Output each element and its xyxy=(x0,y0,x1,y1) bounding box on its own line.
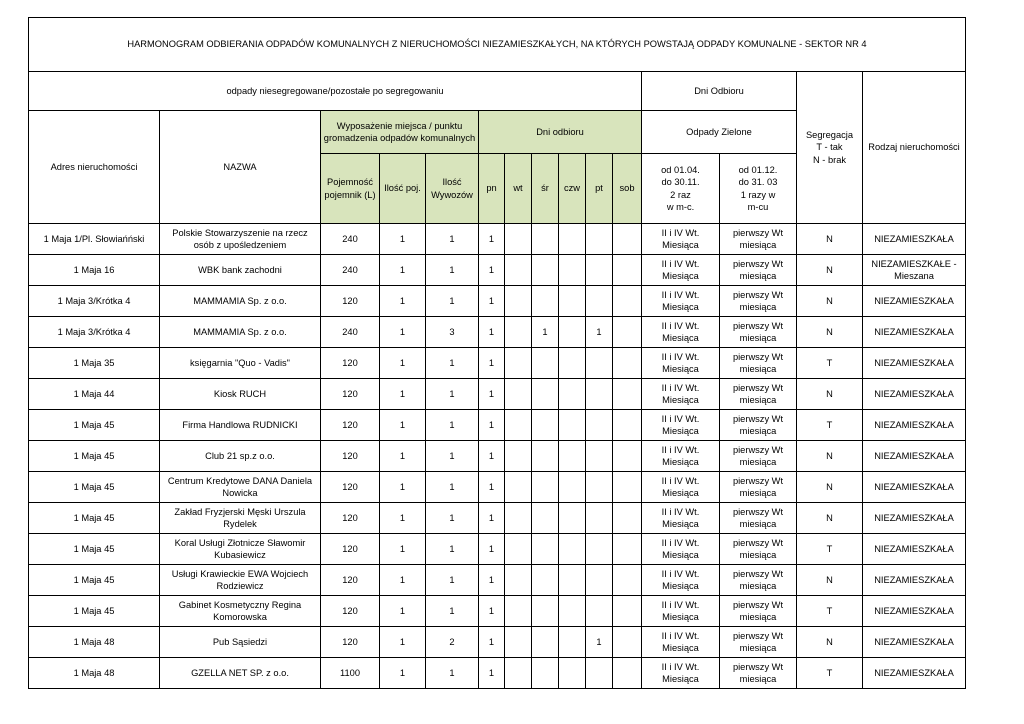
green-season-cell: II i IV Wt. Miesiąca xyxy=(642,317,720,348)
day-cell-sob xyxy=(613,627,642,658)
collection-count-cell: 3 xyxy=(426,317,479,348)
table-row xyxy=(29,472,966,503)
day-cell-pn: 1 xyxy=(479,472,505,503)
day-cell-czw xyxy=(559,534,586,565)
green-season-cell: II i IV Wt. Miesiąca xyxy=(642,565,720,596)
day-cell-sr xyxy=(532,410,559,441)
address-cell: 1 Maja 3/Krótka 4 xyxy=(29,286,160,317)
day-header-pt: pt xyxy=(586,154,613,224)
day-cell-czw xyxy=(559,596,586,627)
day-cell-czw xyxy=(559,410,586,441)
day-cell-sr xyxy=(532,503,559,534)
day-cell-wt xyxy=(505,224,532,255)
day-cell-czw xyxy=(559,472,586,503)
green-season-cell: II i IV Wt. Miesiąca xyxy=(642,379,720,410)
table-row xyxy=(29,503,966,534)
day-cell-pn: 1 xyxy=(479,503,505,534)
green-offseason-cell: pierwszy Wt miesiąca xyxy=(720,255,797,286)
name-cell: Firma Handlowa RUDNICKI xyxy=(160,410,321,441)
container-count-header: Ilość poj. xyxy=(380,154,426,224)
name-cell: Polskie Stowarzyszenie na rzecz osób z upośledzeniem xyxy=(160,224,321,255)
green-offseason-cell: pierwszy Wt miesiąca xyxy=(720,596,797,627)
address-cell: 1 Maja 45 xyxy=(29,472,160,503)
name-cell: Club 21 sp.z o.o. xyxy=(160,441,321,472)
table-row xyxy=(29,410,966,441)
container-count-cell: 1 xyxy=(380,286,426,317)
day-cell-sob xyxy=(613,503,642,534)
day-cell-pt xyxy=(586,503,613,534)
day-cell-wt xyxy=(505,441,532,472)
day-cell-pt xyxy=(586,348,613,379)
day-cell-pn: 1 xyxy=(479,224,505,255)
green-offseason-cell: pierwszy Wt miesiąca xyxy=(720,627,797,658)
green-offseason-cell: pierwszy Wt miesiąca xyxy=(720,503,797,534)
green-waste-header: Odpady Zielone xyxy=(642,111,797,154)
day-cell-pt xyxy=(586,472,613,503)
segregation-cell: N xyxy=(797,441,863,472)
day-cell-sob xyxy=(613,348,642,379)
capacity-cell: 120 xyxy=(321,441,380,472)
day-cell-czw xyxy=(559,348,586,379)
container-count-cell: 1 xyxy=(380,348,426,379)
collection-count-cell: 1 xyxy=(426,503,479,534)
day-cell-sob xyxy=(613,286,642,317)
segregation-cell: T xyxy=(797,348,863,379)
container-count-cell: 1 xyxy=(380,534,426,565)
capacity-header: Pojemność pojemnik (L) xyxy=(321,154,380,224)
segregation-cell: N xyxy=(797,255,863,286)
day-cell-pt xyxy=(586,379,613,410)
name-cell: Centrum Kredytowe DANA Daniela Nowicka xyxy=(160,472,321,503)
day-cell-sob xyxy=(613,441,642,472)
green-offseason-cell: pierwszy Wt miesiąca xyxy=(720,441,797,472)
capacity-cell: 120 xyxy=(321,410,380,441)
table-row xyxy=(29,534,966,565)
day-cell-sr xyxy=(532,596,559,627)
table-row xyxy=(29,627,966,658)
name-cell: księgarnia "Quo - Vadis" xyxy=(160,348,321,379)
table-row xyxy=(29,348,966,379)
container-count-cell: 1 xyxy=(380,596,426,627)
day-cell-sob xyxy=(613,472,642,503)
container-count-cell: 1 xyxy=(380,627,426,658)
day-cell-sob xyxy=(613,410,642,441)
name-cell: WBK bank zachodni xyxy=(160,255,321,286)
segregation-cell: N xyxy=(797,286,863,317)
day-cell-pn: 1 xyxy=(479,627,505,658)
container-count-cell: 1 xyxy=(380,658,426,689)
capacity-cell: 120 xyxy=(321,348,380,379)
day-cell-wt xyxy=(505,596,532,627)
day-cell-pt: 1 xyxy=(586,627,613,658)
name-cell: Pub Sąsiedzi xyxy=(160,627,321,658)
green-offseason-cell: pierwszy Wt miesiąca xyxy=(720,565,797,596)
green-offseason-cell: pierwszy Wt miesiąca xyxy=(720,286,797,317)
day-cell-pt xyxy=(586,286,613,317)
day-cell-pn: 1 xyxy=(479,534,505,565)
capacity-cell: 120 xyxy=(321,534,380,565)
day-cell-sob xyxy=(613,565,642,596)
collection-count-cell: 1 xyxy=(426,255,479,286)
segregation-cell: T xyxy=(797,410,863,441)
page-title: HARMONOGRAM ODBIERANIA ODPADÓW KOMUNALNYCH Z NIERUCHOMOŚCI NIEZAMIESZKAŁYCH, NA KTÓRYCH POWSTAJĄ ODPADY KOMUNALNE - SEKTOR NR 4 xyxy=(29,18,966,72)
green-season-cell: II i IV Wt. Miesiąca xyxy=(642,503,720,534)
container-count-cell: 1 xyxy=(380,503,426,534)
day-cell-pn: 1 xyxy=(479,255,505,286)
day-header-sob: sob xyxy=(613,154,642,224)
property-type-header: Rodzaj nieruchomości xyxy=(863,72,966,224)
green-season-cell: II i IV Wt. Miesiąca xyxy=(642,410,720,441)
address-cell: 1 Maja 45 xyxy=(29,503,160,534)
address-cell: 1 Maja 45 xyxy=(29,534,160,565)
schedule-table xyxy=(28,17,966,689)
day-cell-sr xyxy=(532,255,559,286)
day-cell-pn: 1 xyxy=(479,441,505,472)
day-cell-pn: 1 xyxy=(479,565,505,596)
segregation-cell: N xyxy=(797,627,863,658)
table-row xyxy=(29,596,966,627)
day-cell-pt xyxy=(586,410,613,441)
capacity-cell: 120 xyxy=(321,286,380,317)
day-cell-czw xyxy=(559,658,586,689)
table-row xyxy=(29,658,966,689)
day-cell-pt xyxy=(586,565,613,596)
table-row xyxy=(29,255,966,286)
capacity-cell: 120 xyxy=(321,503,380,534)
day-cell-sob xyxy=(613,317,642,348)
green-offseason-cell: pierwszy Wt miesiąca xyxy=(720,472,797,503)
table-row xyxy=(29,565,966,596)
green-season-cell: II i IV Wt. Miesiąca xyxy=(642,596,720,627)
property-type-cell: NIEZAMIESZKAŁA xyxy=(863,534,966,565)
name-cell: Kiosk RUCH xyxy=(160,379,321,410)
day-cell-sr xyxy=(532,627,559,658)
table-row xyxy=(29,286,966,317)
capacity-cell: 120 xyxy=(321,379,380,410)
name-cell: Zakład Fryzjerski Męski Urszula Rydelek xyxy=(160,503,321,534)
day-header-wt: wt xyxy=(505,154,532,224)
day-cell-czw xyxy=(559,379,586,410)
address-cell: 1 Maja 3/Krótka 4 xyxy=(29,317,160,348)
container-count-cell: 1 xyxy=(380,441,426,472)
property-type-cell: NIEZAMIESZKAŁA xyxy=(863,658,966,689)
day-cell-wt xyxy=(505,503,532,534)
collection-count-cell: 1 xyxy=(426,658,479,689)
property-type-cell: NIEZAMIESZKAŁA xyxy=(863,596,966,627)
property-type-cell: NIEZAMIESZKAŁA xyxy=(863,317,966,348)
collection-count-cell: 1 xyxy=(426,596,479,627)
collection-count-cell: 1 xyxy=(426,348,479,379)
collection-count-cell: 1 xyxy=(426,565,479,596)
property-type-cell: NIEZAMIESZKAŁA xyxy=(863,503,966,534)
day-cell-sr xyxy=(532,565,559,596)
green-season-cell: II i IV Wt. Miesiąca xyxy=(642,224,720,255)
day-cell-sob xyxy=(613,534,642,565)
green-season-cell: II i IV Wt. Miesiąca xyxy=(642,658,720,689)
green-offseason-cell: pierwszy Wt miesiąca xyxy=(720,348,797,379)
segregation-cell: N xyxy=(797,379,863,410)
day-cell-wt xyxy=(505,286,532,317)
pickup-days-group-header: Dni Odbioru xyxy=(642,72,797,111)
capacity-cell: 120 xyxy=(321,627,380,658)
day-cell-czw xyxy=(559,224,586,255)
segregation-header: Segregacja T - tak N - brak xyxy=(797,72,863,224)
name-cell: MAMMAMIA Sp. z o.o. xyxy=(160,286,321,317)
segregation-cell: N xyxy=(797,317,863,348)
day-cell-sr xyxy=(532,286,559,317)
day-cell-czw xyxy=(559,503,586,534)
address-cell: 1 Maja 45 xyxy=(29,596,160,627)
day-cell-sob xyxy=(613,224,642,255)
address-cell: 1 Maja 44 xyxy=(29,379,160,410)
day-cell-pt xyxy=(586,255,613,286)
collection-count-header: Ilość Wywozów xyxy=(426,154,479,224)
segregation-cell: N xyxy=(797,224,863,255)
property-type-cell: NIEZAMIESZKAŁA xyxy=(863,379,966,410)
container-count-cell: 1 xyxy=(380,565,426,596)
collection-count-cell: 1 xyxy=(426,224,479,255)
address-cell: 1 Maja 45 xyxy=(29,565,160,596)
day-cell-sr xyxy=(532,224,559,255)
day-cell-sr xyxy=(532,441,559,472)
green-season-cell: II i IV Wt. Miesiąca xyxy=(642,472,720,503)
capacity-cell: 240 xyxy=(321,224,380,255)
day-cell-czw xyxy=(559,255,586,286)
table-row xyxy=(29,317,966,348)
property-type-cell: NIEZAMIESZKAŁA xyxy=(863,224,966,255)
day-cell-czw xyxy=(559,286,586,317)
green-offseason-cell: pierwszy Wt miesiąca xyxy=(720,410,797,441)
green-season-cell: II i IV Wt. Miesiąca xyxy=(642,441,720,472)
property-type-cell: NIEZAMIESZKAŁA xyxy=(863,348,966,379)
green-offseason-cell: pierwszy Wt miesiąca xyxy=(720,317,797,348)
day-cell-pt xyxy=(586,441,613,472)
name-cell: MAMMAMIA Sp. z o.o. xyxy=(160,317,321,348)
day-cell-wt xyxy=(505,534,532,565)
capacity-cell: 120 xyxy=(321,472,380,503)
green-season-cell: II i IV Wt. Miesiąca xyxy=(642,534,720,565)
capacity-cell: 240 xyxy=(321,317,380,348)
day-cell-sr: 1 xyxy=(532,317,559,348)
day-cell-pn: 1 xyxy=(479,317,505,348)
property-type-cell: NIEZAMIESZKAŁA xyxy=(863,627,966,658)
capacity-cell: 120 xyxy=(321,565,380,596)
property-type-cell: NIEZAMIESZKAŁA xyxy=(863,472,966,503)
container-count-cell: 1 xyxy=(380,317,426,348)
property-type-cell: NIEZAMIESZKAŁA xyxy=(863,565,966,596)
day-cell-sr xyxy=(532,534,559,565)
day-cell-czw xyxy=(559,565,586,596)
day-cell-sr xyxy=(532,379,559,410)
address-cell: 1 Maja 1/Pl. Słowiańński xyxy=(29,224,160,255)
day-cell-pt xyxy=(586,596,613,627)
name-cell: GZELLA NET SP. z o.o. xyxy=(160,658,321,689)
green-offseason-header: od 01.12. do 31. 03 1 razy w m-cu xyxy=(720,154,797,224)
green-offseason-cell: pierwszy Wt miesiąca xyxy=(720,224,797,255)
capacity-cell: 1100 xyxy=(321,658,380,689)
container-count-cell: 1 xyxy=(380,472,426,503)
day-cell-czw xyxy=(559,627,586,658)
segregation-cell: N xyxy=(797,503,863,534)
day-cell-sr xyxy=(532,658,559,689)
collection-count-cell: 1 xyxy=(426,410,479,441)
day-cell-czw xyxy=(559,317,586,348)
day-cell-wt xyxy=(505,348,532,379)
collection-count-cell: 1 xyxy=(426,441,479,472)
day-cell-sob xyxy=(613,255,642,286)
mixed-waste-header: odpady niesegregowane/pozostałe po segregowaniu xyxy=(29,72,642,111)
equipment-header: Wyposażenie miejsca / punktu gromadzenia odpadów komunalnych xyxy=(321,111,479,154)
day-cell-czw xyxy=(559,441,586,472)
table-row xyxy=(29,441,966,472)
container-count-cell: 1 xyxy=(380,255,426,286)
day-cell-wt xyxy=(505,472,532,503)
day-header-sr: śr xyxy=(532,154,559,224)
collection-count-cell: 1 xyxy=(426,379,479,410)
day-cell-pn: 1 xyxy=(479,410,505,441)
property-type-cell: NIEZAMIESZKAŁA xyxy=(863,410,966,441)
name-header: NAZWA xyxy=(160,111,321,224)
segregation-cell: N xyxy=(797,565,863,596)
collection-count-cell: 1 xyxy=(426,534,479,565)
name-cell: Koral Usługi Złotnicze Sławomir Kubasiewicz xyxy=(160,534,321,565)
day-cell-sob xyxy=(613,658,642,689)
day-header-pn: pn xyxy=(479,154,505,224)
address-cell: 1 Maja 48 xyxy=(29,627,160,658)
day-cell-pn: 1 xyxy=(479,286,505,317)
green-season-cell: II i IV Wt. Miesiąca xyxy=(642,255,720,286)
day-cell-pt xyxy=(586,224,613,255)
container-count-cell: 1 xyxy=(380,224,426,255)
segregation-cell: N xyxy=(797,472,863,503)
address-cell: 1 Maja 45 xyxy=(29,410,160,441)
collection-count-cell: 2 xyxy=(426,627,479,658)
collection-count-cell: 1 xyxy=(426,472,479,503)
green-season-cell: II i IV Wt. Miesiąca xyxy=(642,286,720,317)
pickup-days-header: Dni odbioru xyxy=(479,111,642,154)
green-offseason-cell: pierwszy Wt miesiąca xyxy=(720,658,797,689)
day-header-czw: czw xyxy=(559,154,586,224)
day-cell-sob xyxy=(613,596,642,627)
name-cell: Usługi Krawieckie EWA Wojciech Rodziewicz xyxy=(160,565,321,596)
day-cell-pn: 1 xyxy=(479,379,505,410)
day-cell-sob xyxy=(613,379,642,410)
address-cell: 1 Maja 16 xyxy=(29,255,160,286)
day-cell-wt xyxy=(505,627,532,658)
day-cell-pn: 1 xyxy=(479,596,505,627)
day-cell-wt xyxy=(505,255,532,286)
day-cell-wt xyxy=(505,379,532,410)
day-cell-wt xyxy=(505,410,532,441)
capacity-cell: 240 xyxy=(321,255,380,286)
address-cell: 1 Maja 48 xyxy=(29,658,160,689)
address-cell: 1 Maja 35 xyxy=(29,348,160,379)
day-cell-pt xyxy=(586,534,613,565)
day-cell-wt xyxy=(505,317,532,348)
address-header: Adres nieruchomości xyxy=(29,111,160,224)
segregation-cell: T xyxy=(797,596,863,627)
container-count-cell: 1 xyxy=(380,379,426,410)
day-cell-pt: 1 xyxy=(586,317,613,348)
table-row xyxy=(29,379,966,410)
green-season-header: od 01.04. do 30.11. 2 raz w m-c. xyxy=(642,154,720,224)
property-type-cell: NIEZAMIESZKAŁE - Mieszana xyxy=(863,255,966,286)
segregation-cell: T xyxy=(797,658,863,689)
day-cell-pt xyxy=(586,658,613,689)
address-cell: 1 Maja 45 xyxy=(29,441,160,472)
segregation-cell: T xyxy=(797,534,863,565)
capacity-cell: 120 xyxy=(321,596,380,627)
collection-count-cell: 1 xyxy=(426,286,479,317)
day-cell-pn: 1 xyxy=(479,658,505,689)
green-offseason-cell: pierwszy Wt miesiąca xyxy=(720,379,797,410)
day-cell-sr xyxy=(532,348,559,379)
green-season-cell: II i IV Wt. Miesiąca xyxy=(642,348,720,379)
green-offseason-cell: pierwszy Wt miesiąca xyxy=(720,534,797,565)
property-type-cell: NIEZAMIESZKAŁA xyxy=(863,441,966,472)
property-type-cell: NIEZAMIESZKAŁA xyxy=(863,286,966,317)
name-cell: Gabinet Kosmetyczny Regina Komorowska xyxy=(160,596,321,627)
green-season-cell: II i IV Wt. Miesiąca xyxy=(642,627,720,658)
day-cell-sr xyxy=(532,472,559,503)
day-cell-pn: 1 xyxy=(479,348,505,379)
container-count-cell: 1 xyxy=(380,410,426,441)
day-cell-wt xyxy=(505,658,532,689)
day-cell-wt xyxy=(505,565,532,596)
table-row xyxy=(29,224,966,255)
